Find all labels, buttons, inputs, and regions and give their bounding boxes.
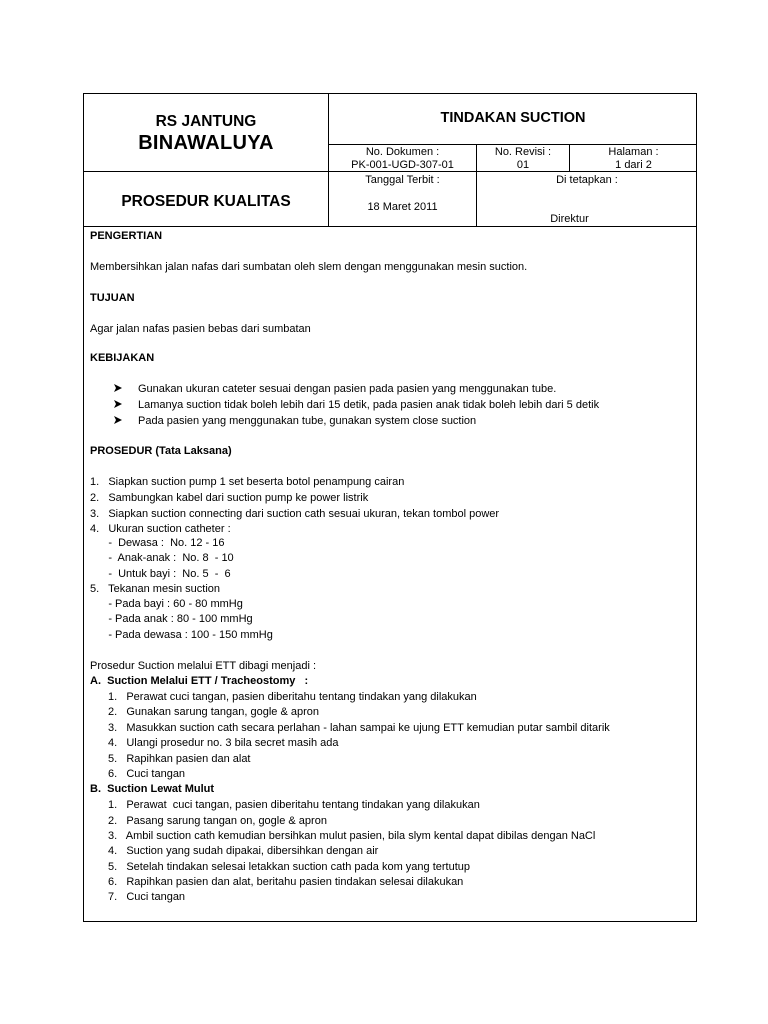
procedure-type: PROSEDUR KUALITAS — [121, 193, 291, 210]
section-title-pengertian: PENGERTIAN — [90, 230, 163, 242]
prosedur-line: - Pada dewasa : 100 - 150 mmHg — [90, 629, 273, 641]
section-b-item: 1. Perawat cuci tangan, pasien diberitahu tentang tindakan yang dilakukan — [108, 799, 480, 811]
prosedur-line: 2. Sambungkan kabel dari suction pump ke power listrik — [90, 492, 369, 504]
prosedur-line: 3. Siapkan suction connecting dari suction cath sesuai ukuran, tekan tombol power — [90, 508, 500, 520]
section-a-item: 1. Perawat cuci tangan, pasien diberitahu tentang tindakan yang dilakukan — [108, 691, 477, 703]
section-a-item: 5. Rapihkan pasien dan alat — [108, 753, 251, 765]
document-title: TINDAKAN SUCTION — [440, 110, 586, 126]
section-b-item: 3. Ambil suction cath kemudian bersihkan mulut pasien, bila slym kental dapat dibilas dengan NaCl — [108, 830, 596, 842]
issued-value: 18 Maret 2011 — [367, 201, 438, 213]
section-title-kebijakan: KEBIJAKAN — [90, 352, 155, 364]
approved-label: Di tetapkan : — [556, 174, 618, 186]
section-b-item: 6. Rapihkan pasien dan alat, beritahu pasien tindakan selesai dilakukan — [108, 876, 464, 888]
section-a-item: 2. Gunakan sarung tangan, gogle & apron — [108, 706, 319, 718]
header-divider-right — [328, 144, 697, 145]
prosedur-line: - Dewasa : No. 12 - 16 — [90, 537, 225, 549]
arrow-bullet-icon — [113, 383, 123, 393]
prosedur-line: 5. Tekanan mesin suction — [90, 583, 221, 595]
doc-no-value: PK-001-UGD-307-01 — [351, 159, 454, 171]
page-value: 1 dari 2 — [615, 159, 652, 171]
section-title-prosedur: PROSEDUR (Tata Laksana) — [90, 445, 232, 457]
header-divider-left — [84, 171, 328, 172]
tujuan-text: Agar jalan nafas pasien bebas dari sumbatan — [90, 323, 311, 335]
kebijakan-item: Lamanya suction tidak boleh lebih dari 15 detik, pada pasien anak tidak boleh lebih dari 5 detik — [138, 399, 600, 411]
pengertian-text: Membersihkan jalan nafas dari sumbatan oleh slem dengan menggunakan mesin suction. — [90, 261, 528, 273]
prosedur-line: 1. Siapkan suction pump 1 set beserta botol penampung cairan — [90, 476, 405, 488]
doc-no-label: No. Dokumen : — [365, 146, 440, 158]
kebijakan-item: Pada pasien yang menggunakan tube, gunakan system close suction — [138, 415, 477, 427]
revision-value: 01 — [516, 159, 530, 171]
revision-label: No. Revisi : — [494, 146, 552, 158]
issued-label: Tanggal Terbit : — [365, 174, 440, 186]
prosedur-line: - Anak-anak : No. 8 - 10 — [90, 552, 234, 564]
page-label: Halaman : — [608, 146, 659, 158]
document-header-table — [83, 93, 697, 227]
prosedur-line: - Pada anak : 80 - 100 mmHg — [90, 613, 253, 625]
prosedur-line: - Pada bayi : 60 - 80 mmHg — [90, 598, 243, 610]
section-b-item: 4. Suction yang sudah dipakai, dibersihkan dengan air — [108, 845, 379, 857]
prosedur-line: 4. Ukuran suction catheter : — [90, 523, 231, 535]
header-divider-right-2 — [328, 171, 697, 172]
section-b-item: 7. Cuci tangan — [108, 891, 186, 903]
section-b-title: B. Suction Lewat Mulut — [90, 783, 215, 795]
kebijakan-item: Gunakan ukuran cateter sesuai dengan pasien pada pasien yang menggunakan tube. — [138, 383, 557, 395]
approved-by: Direktur — [550, 213, 589, 225]
hospital-name-line1: RS JANTUNG — [155, 113, 257, 130]
hospital-name-line2: BINAWALUYA — [138, 132, 274, 154]
arrow-bullet-icon — [113, 399, 123, 409]
arrow-bullet-icon — [113, 415, 123, 425]
section-a-item: 6. Cuci tangan — [108, 768, 186, 780]
section-a-item: 3. Masukkan suction cath secara perlahan - lahan sampai ke ujung ETT kemudian putar sambil ditarik — [108, 722, 610, 734]
ett-intro: Prosedur Suction melalui ETT dibagi menjadi : — [90, 660, 317, 672]
prosedur-line: - Untuk bayi : No. 5 - 6 — [90, 568, 231, 580]
section-title-tujuan: TUJUAN — [90, 292, 135, 304]
section-b-item: 5. Setelah tindakan selesai letakkan suction cath pada kom yang tertutup — [108, 861, 471, 873]
section-b-item: 2. Pasang sarung tangan on, gogle & apron — [108, 815, 327, 827]
section-a-title: A. Suction Melalui ETT / Tracheostomy : — [90, 675, 309, 687]
section-a-item: 4. Ulangi prosedur no. 3 bila secret masih ada — [108, 737, 339, 749]
